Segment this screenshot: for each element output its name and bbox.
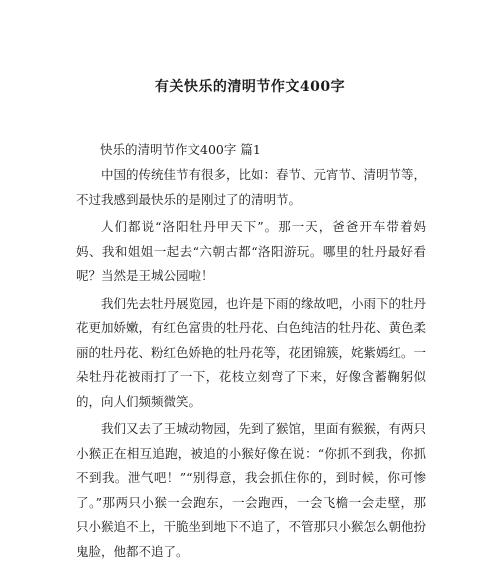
paragraph: 中国的传统佳节有很多，比如：春节、元宵节、清明节等，不过我感到最快乐的是刚过了的清明节。 [76,167,427,207]
paragraph: 人们都说“洛阳牡丹甲天下”。那一天，爸爸开车带着妈妈、我和姐姐一起去“六朝古都“洛阳游玩。哪里的牡丹最好看呢？当然是王城公园啦！ [76,219,426,283]
paragraph: 我们先去牡丹展览园，也许是下雨的缘故吧，小雨下的牡丹花更加娇嫩，有红色富贵的牡丹花、白色纯洁的牡丹花、黄色柔丽的牡丹花、粉红色娇艳的牡丹花等，花团锦簇，姹紫嫣红。一朵牡丹花被雨打了一下，花枝立刻弯了下来，好像含蓄鞠躬似的，向人们频频微笑。 [76,295,427,409]
document-title: 有关快乐的清明节作文400字 [154,79,346,95]
section-heading: 快乐的清明节作文400字 篇1 [100,142,261,157]
document-body [76,163,426,567]
paragraph: 我们又去了王城动物园，先到了猴馆，里面有猴猴，有两只小猴正在相互追跑，被追的小猴好像在说：“你抓不到我，你抓不到我。泄气吧！”“别得意，我会抓住你的，到时候，你可惨了。”那两只小猴一会跑东，一会跑西，一会飞檐一会走壁，那只小猴追不上，干脆坐到地下不追了，不管那只小猴怎么朝他扮鬼脸，他都不追了。 [76,421,427,559]
